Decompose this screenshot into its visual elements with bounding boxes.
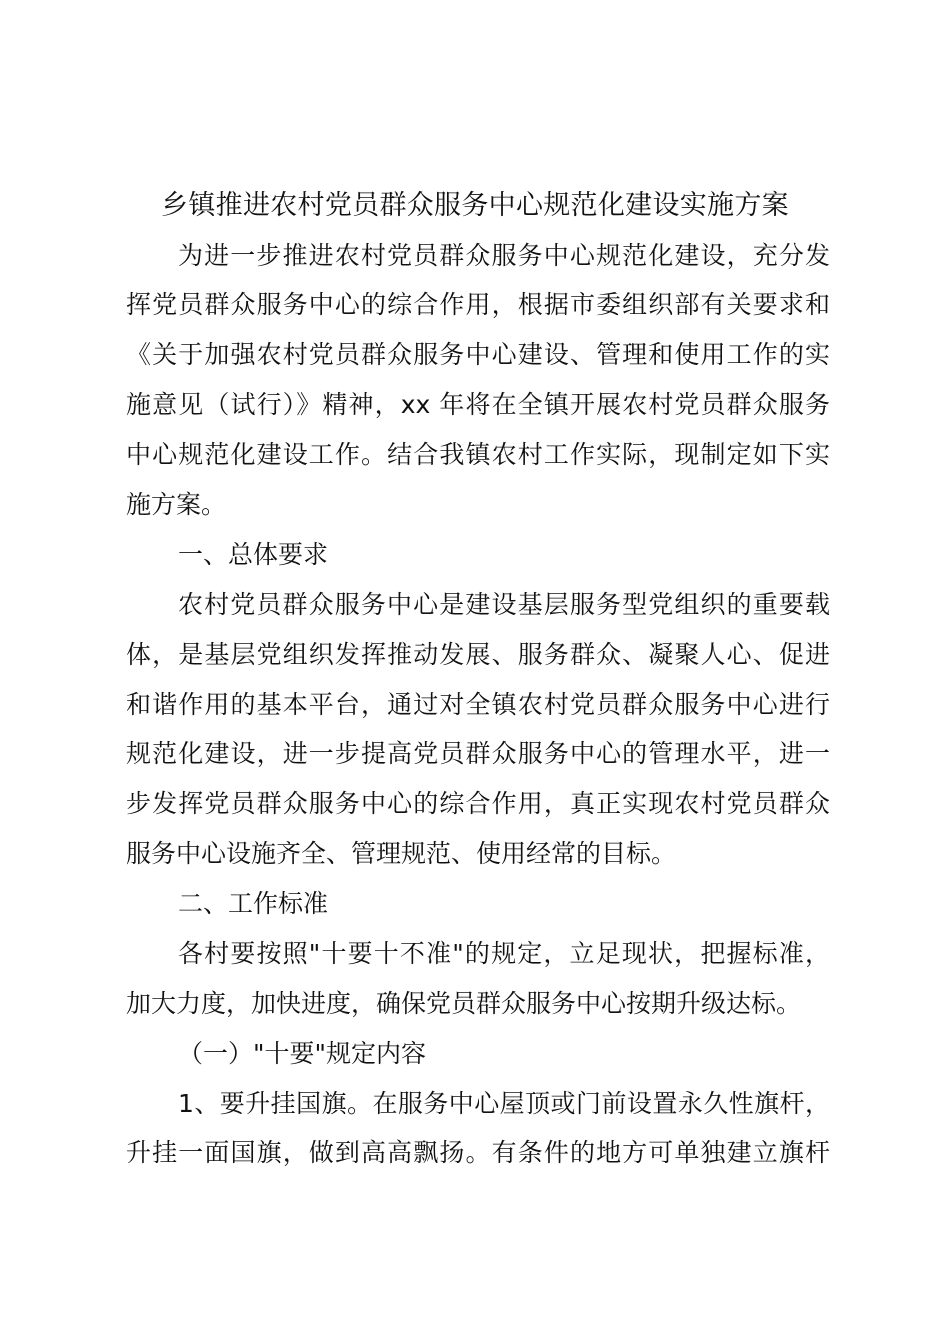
paragraph-line: 体，是基层党组织发挥推动发展、服务群众、凝聚人心、促进	[126, 640, 830, 669]
subsection-heading: （一）"十要"规定内容	[178, 1039, 426, 1068]
document-title: 乡镇推进农村党员群众服务中心规范化建设实施方案	[161, 190, 789, 221]
paragraph-line: 中心规范化建设工作。结合我镇农村工作实际，现制定如下实	[126, 440, 830, 469]
paragraph-line: 升挂一面国旗，做到高高飘扬。有条件的地方可单独建立旗杆	[126, 1138, 830, 1167]
paragraph-line: 挥党员群众服务中心的综合作用，根据市委组织部有关要求和	[126, 290, 830, 319]
paragraph-line: 施意见（试行）》精神，xx 年将在全镇开展农村党员群众服务	[126, 390, 830, 419]
paragraph-line: 规范化建设，进一步提高党员群众服务中心的管理水平，进一	[126, 739, 830, 768]
paragraph-line: 为进一步推进农村党员群众服务中心规范化建设，充分发	[178, 241, 830, 270]
paragraph-line: 服务中心设施齐全、管理规范、使用经常的目标。	[126, 839, 677, 868]
paragraph-line: 加大力度，加快进度，确保党员群众服务中心按期升级达标。	[126, 989, 802, 1018]
paragraph-line: 施方案。	[126, 490, 227, 519]
section-heading: 二、工作标准	[178, 889, 329, 918]
paragraph-line: 和谐作用的基本平台，通过对全镇农村党员群众服务中心进行	[126, 690, 830, 719]
section-heading: 一、总体要求	[178, 540, 329, 569]
paragraph-line: 《关于加强农村党员群众服务中心建设、管理和使用工作的实	[126, 340, 830, 369]
paragraph-line: 步发挥党员群众服务中心的综合作用，真正实现农村党员群众	[126, 789, 830, 818]
paragraph-line: 农村党员群众服务中心是建设基层服务型党组织的重要载	[178, 590, 830, 619]
paragraph-line: 1、要升挂国旗。在服务中心屋顶或门前设置永久性旗杆，	[178, 1089, 830, 1118]
paragraph-line: 各村要按照"十要十不准"的规定，立足现状，把握标准，	[178, 939, 830, 968]
